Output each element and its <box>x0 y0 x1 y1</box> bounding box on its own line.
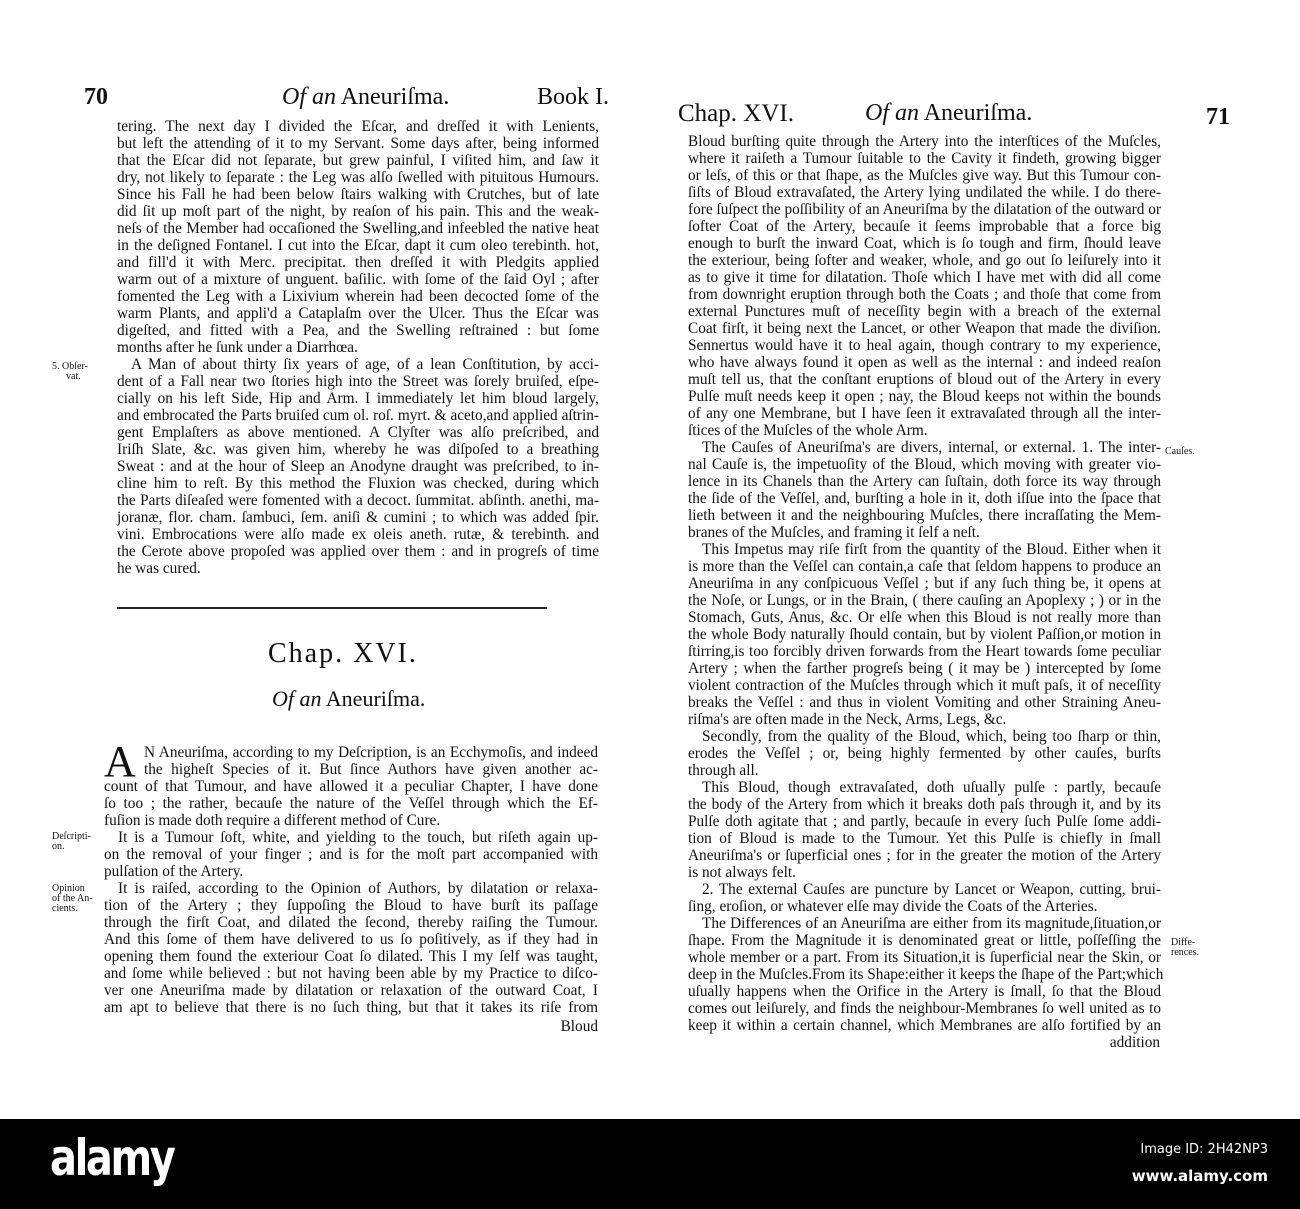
note-line: Diffe- <box>1171 937 1196 948</box>
text-line: or leſs, of this or that ſhape, as the Muſcles give way. But this Tumour con- <box>688 167 1161 184</box>
text-line: Secondly, from the quality of the Bloud, which, being too ſharp or thin, <box>702 728 1161 745</box>
text-line: through the firſt Coat, and dilated the ſecond, thereby raiſing the Tumour. <box>104 914 598 931</box>
text-line: in the deſigned Fontanel. I cut into the Eſcar, dapt it cum oleo terebinth. hot, <box>117 237 599 254</box>
text-line: uſually happens when the Orifice in the Artery is ſmall, ſo that the Bloud <box>688 983 1161 1000</box>
text-line: tion of the Artery ; they ſuppoſing the Bloud to have burſt its paſſage <box>104 897 598 914</box>
text-line: am apt to believe that there is no ſuch thing, but that it takes its riſe from <box>104 999 598 1016</box>
text-line: ſtirring,is too forcibly driven forwards from the Heart towards ſome peculiar <box>688 643 1161 660</box>
image-info <box>1132 1137 1268 1189</box>
note-line: 5. Obſer- <box>52 361 88 372</box>
text-line: the Parts diſeaſed were fomented with a decoct. ſummitat. abſinth. anethi, ma- <box>117 492 599 509</box>
site-url: www.alamy.com <box>1131 1167 1268 1185</box>
text-line: ſiſts of Bloud extravaſated, the Artery lying undilated the while. I do there- <box>688 184 1161 201</box>
text-line: fuſion is made doth require a different method of Cure. <box>104 812 441 829</box>
text-line: lieth between it and the neighbouring Muſcles, there incraſſating the Mem- <box>688 507 1161 524</box>
paragraph <box>688 728 1161 779</box>
text-line: violent contraction of the Muſcles through which it muſt paſs, it of neceſſity <box>688 677 1161 694</box>
text-line: Coat firſt, it being next the Lancet, or other Weapon that made the diviſion. <box>688 320 1161 337</box>
text-line: that the Eſcar did not ſeparate, but grew painful, I viſited him, and ſaw it <box>117 152 599 169</box>
text-line: ſo too ; the rather, becauſe the nature of the Veſſel through which the Ef- <box>104 795 598 812</box>
paragraph <box>688 881 1161 915</box>
paragraph <box>688 133 1161 439</box>
text-line: where it raiſeth a Tumour ſuitable to the Cavity it findeth, growing bigger <box>688 150 1161 167</box>
paragraph <box>117 118 599 356</box>
text-line: the whole Body naturally ſhould contain, but by violent Paſſion,or motion in <box>688 626 1161 643</box>
note-line: Deſcripti- <box>52 831 91 842</box>
drop-cap: A <box>104 737 136 786</box>
text-line: ſing, eroſion, or whatever elſe may divide the Coats of the Arteries. <box>688 898 1098 915</box>
text-line: gent Emplaſters as above mentioned. A Clyſter was alſo preſcribed, and <box>117 424 599 441</box>
paragraph <box>104 829 598 880</box>
text-line: ſhape. From the Magnitude it is denominated great or little, poſſeſſing the <box>688 932 1161 949</box>
catchword-right: addition <box>1109 1034 1160 1051</box>
text-line: and embrocated the Parts bruiſed cum ol. roſ. myrt. & aceto,and applied aſtrin- <box>117 407 599 424</box>
note-line: of the An- <box>52 893 93 904</box>
book-label: Book I. <box>537 84 609 110</box>
text-line: but left the attending of it to my Servant. Some days after, being informed <box>117 135 599 152</box>
text-line: Aneuriſma's or ſuperficial ones ; for in the greater the motion of the Artery <box>688 847 1161 864</box>
paragraph <box>688 779 1161 881</box>
text-line: through all. <box>688 762 759 779</box>
paragraph <box>688 541 1161 728</box>
text-line: he was cured. <box>117 560 201 577</box>
chapter-subtitle <box>272 686 425 712</box>
text-line: tering. The next day I divided the Eſcar, and dreſſed it with Lenients, <box>117 118 599 135</box>
text-line: is not always felt. <box>688 864 796 881</box>
text-line: fomented the Leg with a Lixivium wherein had been decocted ſome of the <box>117 288 599 305</box>
text-line: lence in its Chanels than the Artery can ſuſtain, doth force its way through <box>688 473 1161 490</box>
text-line: external Punctures muſt of neceſſity begin with a breach of the external <box>688 303 1161 320</box>
text-line: Since his Fall he had been below ſtairs walking with Crutches, but of late <box>117 186 599 203</box>
text-line: tion of Bloud is made to the Tumour. Yet this Pulſe is chiefly in ſmall <box>688 830 1161 847</box>
text-line: The Cauſes of Aneuriſma's are divers, internal, or external. 1. The inter- <box>702 439 1161 456</box>
text-line: as to give it time for dilatation. Thoſe which I have met with did all come <box>688 269 1161 286</box>
text-line: muſt tell us, that the conſtant eruptions of bloud out of the Artery in every <box>688 371 1161 388</box>
text-line: fore ſuſpect the poſſibility of an Aneuriſma by the dilatation of the outward or <box>688 201 1161 218</box>
text-line: This Impetus may riſe firſt from the quantity of the Bloud. Either when it <box>702 541 1161 558</box>
text-line: This Bloud, though extravaſated, doth uſually pulſe : partly, becauſe <box>702 779 1161 796</box>
text-line: The Differences of an Aneuriſma are either from its magnitude,ſituation,or <box>702 915 1161 932</box>
text-line: on the removal of your finger ; and is for the moſt part accompanied with <box>104 846 598 863</box>
text-line: the exteriour, being ſofter and weaker, whole, and go out ſo leiſurely into it <box>688 252 1161 269</box>
chapter-subtitle-italic: Of an <box>272 686 322 711</box>
text-line: A Man of about thirty ſix years of age, of a lean Conſtitution, by acci- <box>131 356 599 373</box>
text-line: ver one Aneuriſma made by dilatation or relaxation of the outward Coat, I <box>104 982 598 999</box>
running-title-text: Aneuriſma. <box>340 84 450 110</box>
text-line: did ſit up moſt part of the night, by reaſon of his pain. This and the weak- <box>117 203 599 220</box>
text-line: and ſome while believed : but not having been able by my Practice to diſco- <box>104 965 598 982</box>
text-line: is more than the Veſſel can contain,a caſe that ſeldom happens to produce an <box>688 558 1161 575</box>
text-line: It is raiſed, according to the Opinion of Authors, by dilatation or relaxa- <box>118 880 598 897</box>
image-id: Image ID: 2H42NP3 <box>1140 1142 1268 1157</box>
paragraph <box>117 356 599 577</box>
section-divider <box>117 607 547 609</box>
running-title-italic: Of an <box>282 84 336 110</box>
text-line: comes out leiſurely, and finds the neighbour-Membranes ſo well united as to <box>688 1000 1161 1017</box>
chapter-subtitle-text: Aneuriſma. <box>325 686 426 711</box>
page-number-right: 71 <box>1206 104 1230 130</box>
text-line: dent of a Fall near two ſtories high into the Street was ſorely bruiſed, eſpe- <box>117 373 599 390</box>
margin-note-description <box>52 832 91 852</box>
text-line: ſofter Coat of the Artery, becauſe it ſeems improbable that a force big <box>688 218 1161 235</box>
text-line: Artery ; when the farther progreſs being ( it may be ) intercepted by ſome <box>688 660 1161 677</box>
watermark-banner <box>0 1119 1300 1209</box>
note-line: on. <box>52 841 65 852</box>
text-line: Pulſe doth agitate that ; and partly, becauſe in every ſuch Pulſe ſome addi- <box>688 813 1161 830</box>
text-line: months after he ſunk under a Diarrhœa. <box>117 339 358 356</box>
text-line: cline him to reſt. By this method the Fluxion was checked, during which <box>117 475 599 492</box>
text-line: who have always found it open as well as the internal : and indeed reaſon <box>688 354 1161 371</box>
text-line: Bloud burſting quite through the Artery into the interſtices of the Muſcles, <box>688 133 1161 150</box>
text-line: from downright eruption through both the Coats ; and thoſe that come from <box>688 286 1161 303</box>
margin-note-differences <box>1171 938 1199 958</box>
note-line: cients. <box>52 903 78 914</box>
paragraph <box>688 915 1164 1034</box>
left-text-bottom <box>104 737 598 1016</box>
text-line: warm Plants, and appli'd a Cataplaſm over the Ulcer. Thus the Eſcar was <box>117 305 599 322</box>
left-text-top <box>117 118 599 577</box>
paragraph <box>104 880 598 1016</box>
text-line: warm out of a mixture of unguent. baſilic. with ſome of the ſaid Oyl ; after <box>117 271 599 288</box>
note-line: vat. <box>66 371 81 382</box>
text-line: digeſted, and fitted with a Pea, and the Swelling reſtrained : but ſome <box>117 322 599 339</box>
running-title-italic: Of an <box>865 100 919 126</box>
text-line: branes of the Muſcles, and framing it ſelf a neſt. <box>688 524 980 541</box>
text-line: ſtices of the Muſcles of the whole Arm. <box>688 422 928 439</box>
note-line: rences. <box>1171 947 1200 958</box>
running-title-text: Aneuriſma. <box>923 100 1033 126</box>
text-line: Iriſh Slate, &c. was given him, whereby he was diſpoſed to a breathing <box>117 441 599 458</box>
text-line: and fill'd it with Merc. precipitat. then dreſſed it with Pledgits applied <box>117 254 599 271</box>
text-line: riſma's are often made in the Neck, Arms, Legs, &c. <box>688 711 1007 728</box>
note-line: Opinion <box>52 883 85 894</box>
text-line: Sweat : and at the hour of Sleep an Anodyne draught was preſcribed, to in- <box>117 458 599 475</box>
paragraph <box>104 737 598 829</box>
text-line: whole member or a part. From its Situation,it is ſuperficial near the Skin, or <box>688 949 1161 966</box>
text-line: count of that Tumour, and have allowed it a peculiar Chapter, I have done <box>104 778 598 795</box>
text-line: nal Cauſe is, the impetuoſity of the Bloud, which moving with greater vio- <box>688 456 1161 473</box>
text-line: dry, not likely to ſeparate : the Leg was alſo ſwelled with pituitous Humours. <box>117 169 599 186</box>
text-line: Stomach, Guts, Anus, &c. Or elſe when this Bloud is not really more than <box>688 609 1161 626</box>
page-number-left: 70 <box>84 84 108 110</box>
margin-note-observation <box>52 362 88 382</box>
right-text <box>688 133 1164 1034</box>
text-line: Sennertus would have it to heal again, though contrary to my experience, <box>688 337 1161 354</box>
text-line: breaks the Veſſel : and thus in violent Vomiting and other Straining Aneu- <box>688 694 1161 711</box>
text-line: pulſation of the Artery. <box>104 863 244 880</box>
text-line: the higheſt Species of it. But ſince Authors have given another ac- <box>144 761 598 778</box>
text-line: of any one Membrane, but I have ſeen it extravaſated through all the inter- <box>688 405 1161 422</box>
text-line: the ſide of the Veſſel, and, burſting a hole in it, doth iſſue into the ſpace that <box>688 490 1161 507</box>
text-line: cially on his left Side, Hip and Arm. I immediately let him bloud largely, <box>117 390 599 407</box>
text-line: the Noſe, or Lungs, or in the Brain, ( there cauſing an Apoplexy ; ) or in the <box>688 592 1161 609</box>
text-line: deep in the Muſcles.From its Shape:either it keeps the ſhape of the Part;which <box>688 966 1164 983</box>
text-line: the body of the Artery from which it breaks doth paſs through it, and by its <box>688 796 1161 813</box>
text-line: Aneuriſma in any conſpicuous Veſſel ; but if any ſuch thing be, it opens at <box>688 575 1161 592</box>
catchword-left: Bloud <box>560 1018 598 1035</box>
chapter-label-right: Chap. XVI. <box>678 100 794 127</box>
text-line: vini. Embrocations were alſo made ex oleis aneth. rutæ, & terebinth. and <box>117 526 599 543</box>
text-line: neſs of the Member had occaſioned the Swelling,and infeebled the native heat <box>117 220 599 237</box>
chapter-heading: Chap. XVI. <box>268 638 418 669</box>
text-line: It is a Tumour ſoft, white, and yielding to the touch, but riſeth again up- <box>118 829 598 846</box>
margin-note-causes: Cauſes. <box>1165 446 1195 457</box>
text-line: And this ſome of them have delivered to us ſo poſitively, as if they had in <box>104 931 598 948</box>
text-line: joranæ, flor. cham. ſambuci, ſem. aniſi & cumini ; to which was added ſpir. <box>117 509 599 526</box>
text-line: Pulſe muſt needs keep it open ; nay, the Bloud keeps not within the bounds <box>688 388 1161 405</box>
text-line: N Aneuriſma, according to my Deſcription, is an Ecchymoſis, and indeed <box>144 744 598 761</box>
alamy-logo: alamy <box>50 1129 174 1187</box>
paragraph <box>688 439 1161 541</box>
text-line: keep it within a certain channel, which Membranes are alſo fortified by an <box>688 1017 1161 1034</box>
margin-note-opinion <box>52 884 93 914</box>
running-title-left <box>282 84 449 111</box>
text-line: 2. The external Cauſes are puncture by Lancet or Weapon, cutting, brui- <box>702 881 1161 898</box>
text-line: the Cerote above propoſed was applied over them : and in progreſs of time <box>117 543 599 560</box>
running-title-right <box>865 100 1032 127</box>
text-line: opening them found the exteriour Coat ſo dilated. This I my ſelf was taught, <box>104 948 598 965</box>
text-line: erodes the Veſſel ; or, being highly fermented by other cauſes, burſts <box>688 745 1161 762</box>
text-line: enough to burſt the inward Coat, which is ſo tough and firm, ſhould leave <box>688 235 1161 252</box>
